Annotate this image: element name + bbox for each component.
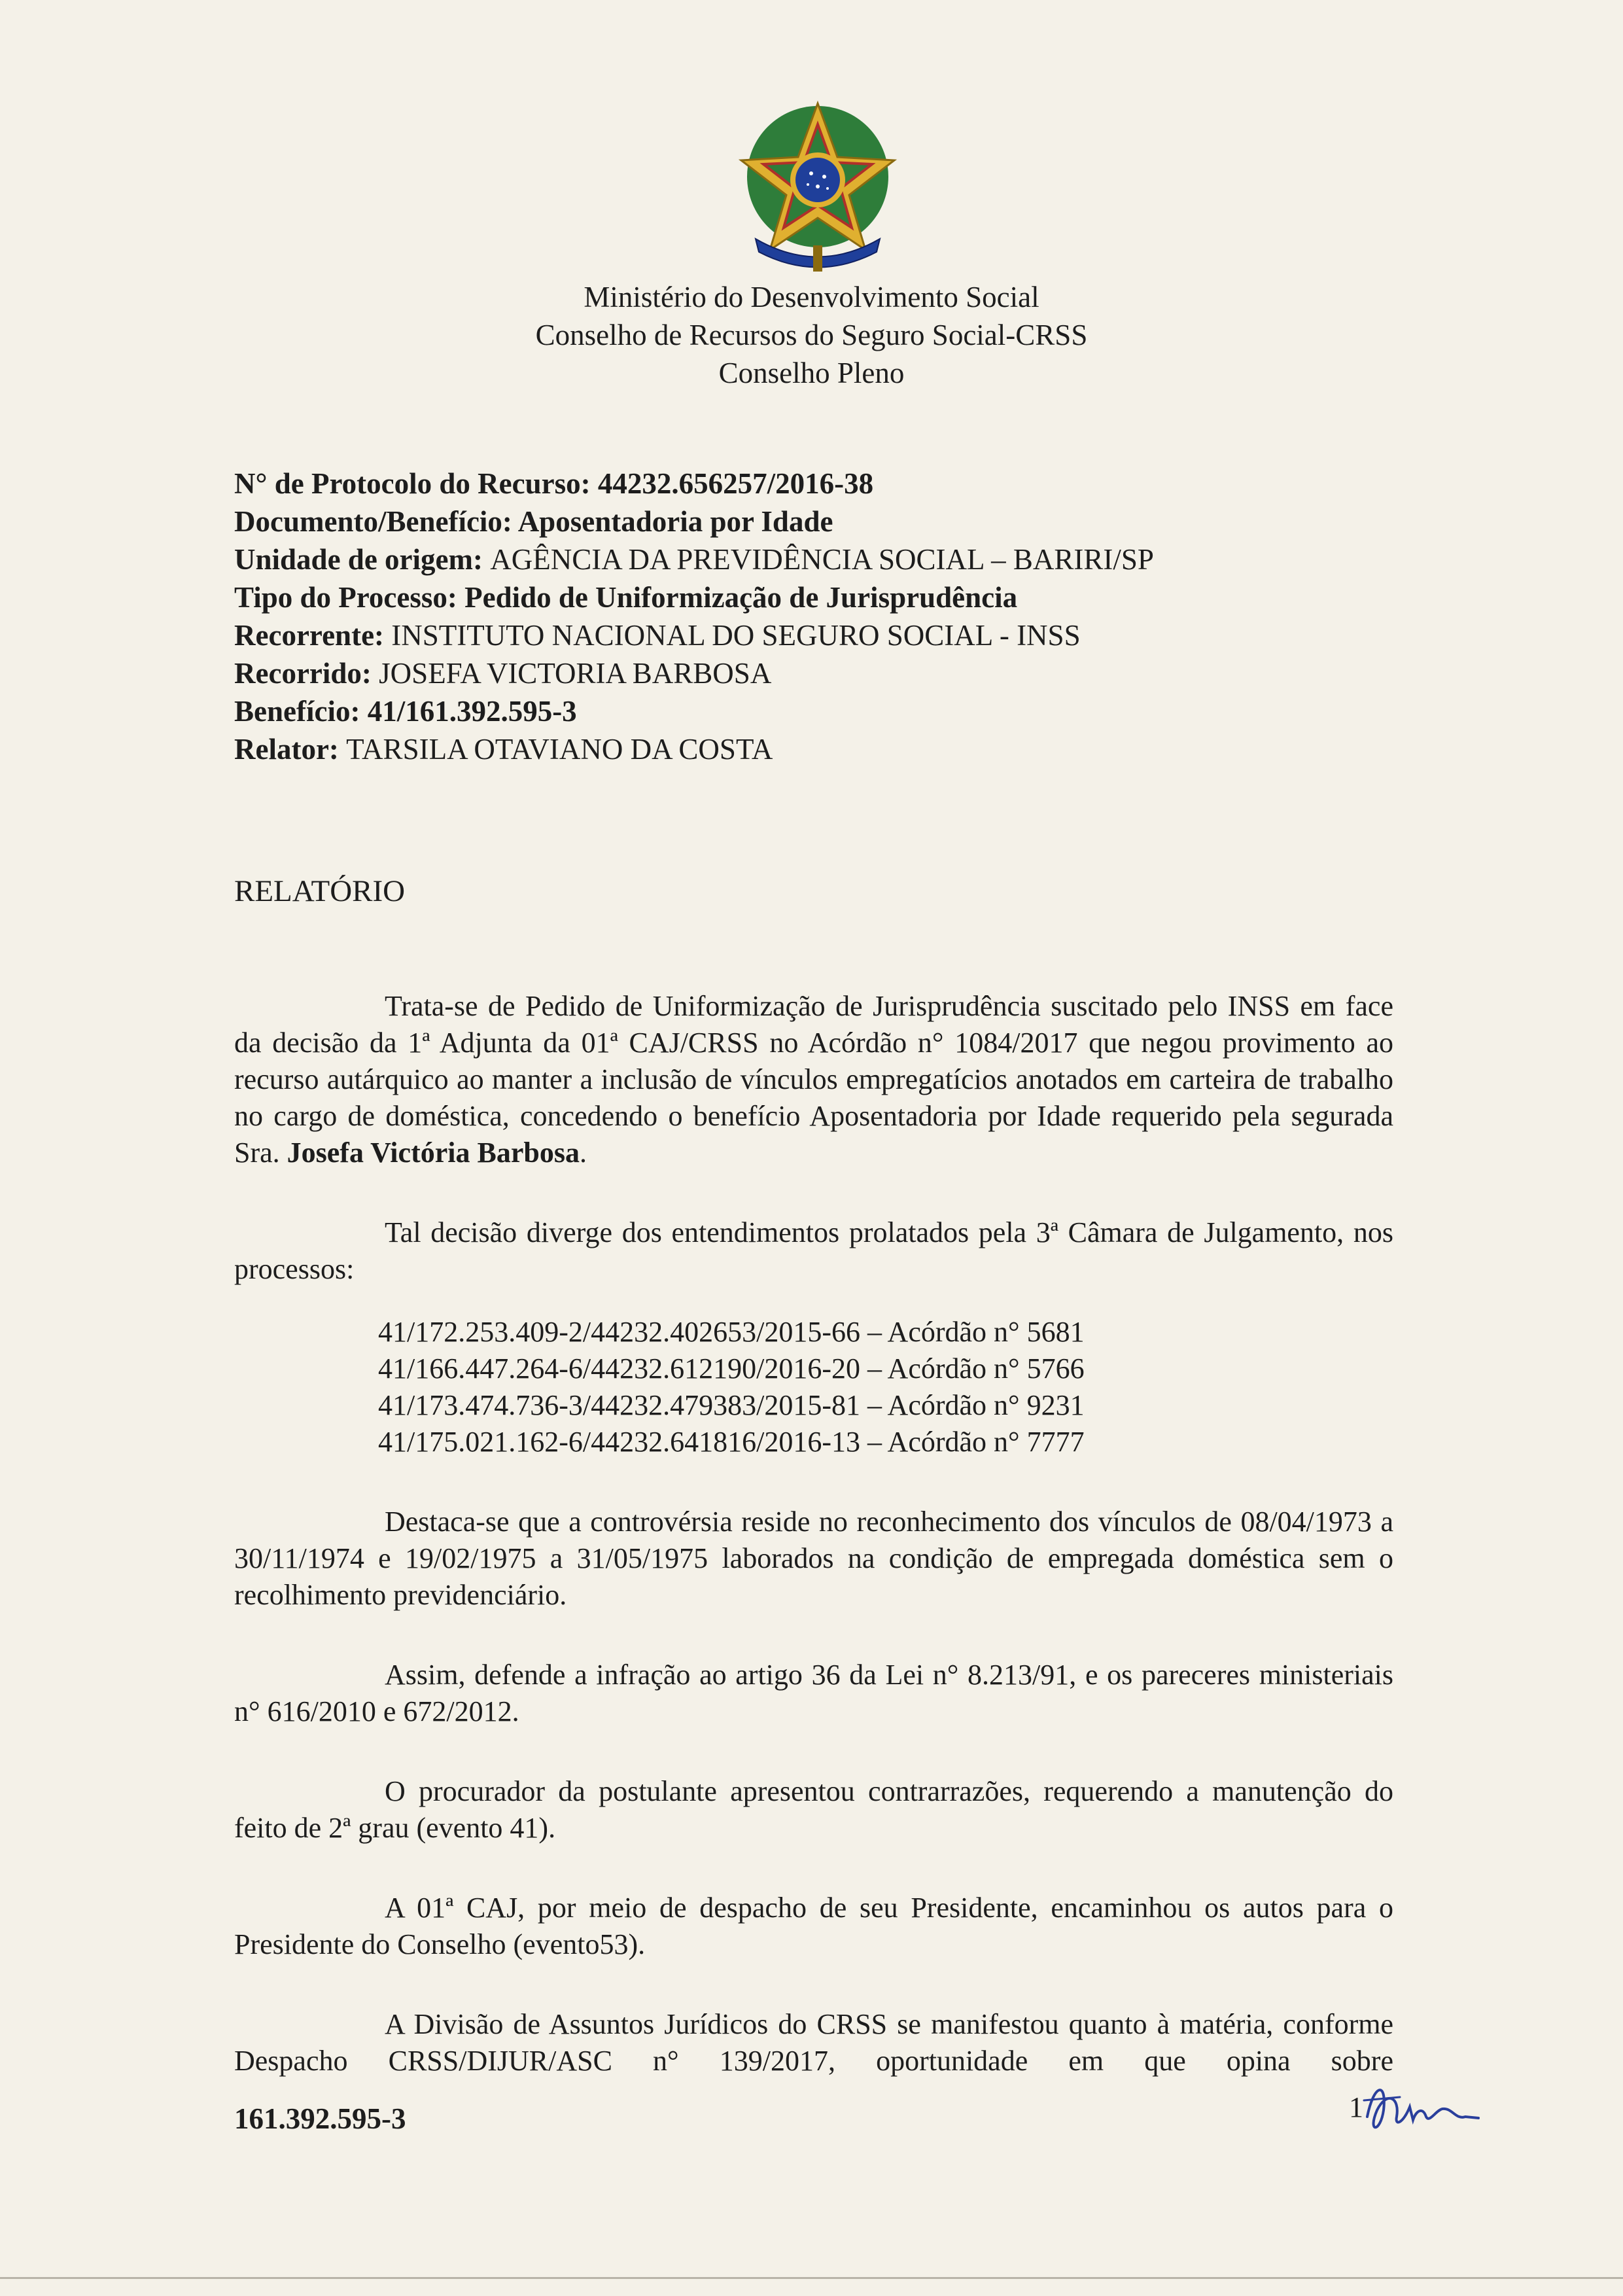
section-title: RELATÓRIO (234, 874, 406, 908)
process-metadata (234, 465, 1412, 768)
meta-appellee: Recorrido: JOSEFA VICTORIA BARBOSA (234, 657, 772, 690)
list-item: 41/172.253.409-2/44232.402653/2015-66 – Acórdão n° 5681 (378, 1316, 1085, 1348)
council-name: Conselho de Recursos do Seguro Social-CRSS (535, 319, 1088, 351)
ministry-name: Ministério do Desenvolvimento Social (584, 281, 1039, 313)
meta-process-type: Tipo do Processo: Pedido de Uniformização de Jurisprudência (234, 581, 1018, 614)
list-item: 41/173.474.736-3/44232.479383/2015-81 – Acórdão n° 9231 (378, 1389, 1085, 1421)
page-number: 1 (1349, 2091, 1363, 2123)
meta-benefit: Benefício: 41/161.392.595-3 (234, 695, 577, 728)
process-list (378, 1314, 1393, 1460)
council-body: Conselho Pleno (718, 357, 905, 389)
meta-origin-unit: Unidade de origem: AGÊNCIA DA PREVIDÊNCIA SOCIAL – BARIRI/SP (234, 543, 1154, 576)
paragraph-6: A 01ª CAJ, por meio de despacho de seu Presidente, encaminhou os autos para o Presidente do Conselho (evento53). (234, 1892, 1393, 1960)
paragraph-1: Trata-se de Pedido de Uniformização de Jurisprudência suscitado pelo INSS em face da decisão da 1ª Adjunta da 01ª CAJ/CRSS no Acórdão n° 1084/2017 que negou provimento ao recurso autárquico ao manter a inclusão de vínculos empregatícios anotados em carteira de trabalho no cargo de doméstica, concedendo o benefício Aposentadoria por Idade requerido pela segurada Sra. Josefa Victória Barbosa. (234, 990, 1393, 1169)
paragraph-2: Tal decisão diverge dos entendimentos prolatados pela 3ª Câmara de Julgamento, nos processos: (234, 1216, 1393, 1285)
footer-benefit-number: 161.392.595-3 (234, 2102, 406, 2135)
report-body (234, 988, 1393, 2123)
coat-of-arms-icon (729, 98, 906, 275)
document-header (0, 278, 1623, 392)
handwritten-initials-icon (1354, 2071, 1485, 2143)
list-item: 41/175.021.162-6/44232.641816/2016-13 – Acórdão n° 7777 (378, 1426, 1085, 1458)
paragraph-4: Assim, defende a infração ao artigo 36 da Lei n° 8.213/91, e os pareceres ministeriais n° 616/2010 e 672/2012. (234, 1659, 1393, 1727)
meta-rapporteur: Relator: TARSILA OTAVIANO DA COSTA (234, 733, 773, 766)
insured-name: Josefa Victória Barbosa (287, 1137, 580, 1169)
list-item: 41/166.447.264-6/44232.612190/2016-20 – Acórdão n° 5766 (378, 1352, 1085, 1385)
meta-appellant: Recorrente: INSTITUTO NACIONAL DO SEGURO SOCIAL - INSS (234, 619, 1081, 652)
meta-protocol: N° de Protocolo do Recurso: 44232.656257/2016-38 (234, 467, 874, 500)
paragraph-7: A Divisão de Assuntos Jurídicos do CRSS se manifestou quanto à matéria, conforme Despacho CRSS/DIJUR/ASC n° 139/2017, oportunidade em que opina sobre (234, 2008, 1393, 2077)
meta-document: Documento/Benefício: Aposentadoria por Idade (234, 505, 833, 538)
bottom-rule (0, 2277, 1623, 2279)
paragraph-3: Destaca-se que a controvérsia reside no reconhecimento dos vínculos de 08/04/1973 a 30/11/1974 e 19/02/1975 a 31/05/1975 laborados na condição de empregada doméstica sem o recolhimento previdenciário. (234, 1506, 1393, 1611)
paragraph-5: O procurador da postulante apresentou contrarrazões, requerendo a manutenção do feito de 2ª grau (evento 41). (234, 1775, 1393, 1844)
